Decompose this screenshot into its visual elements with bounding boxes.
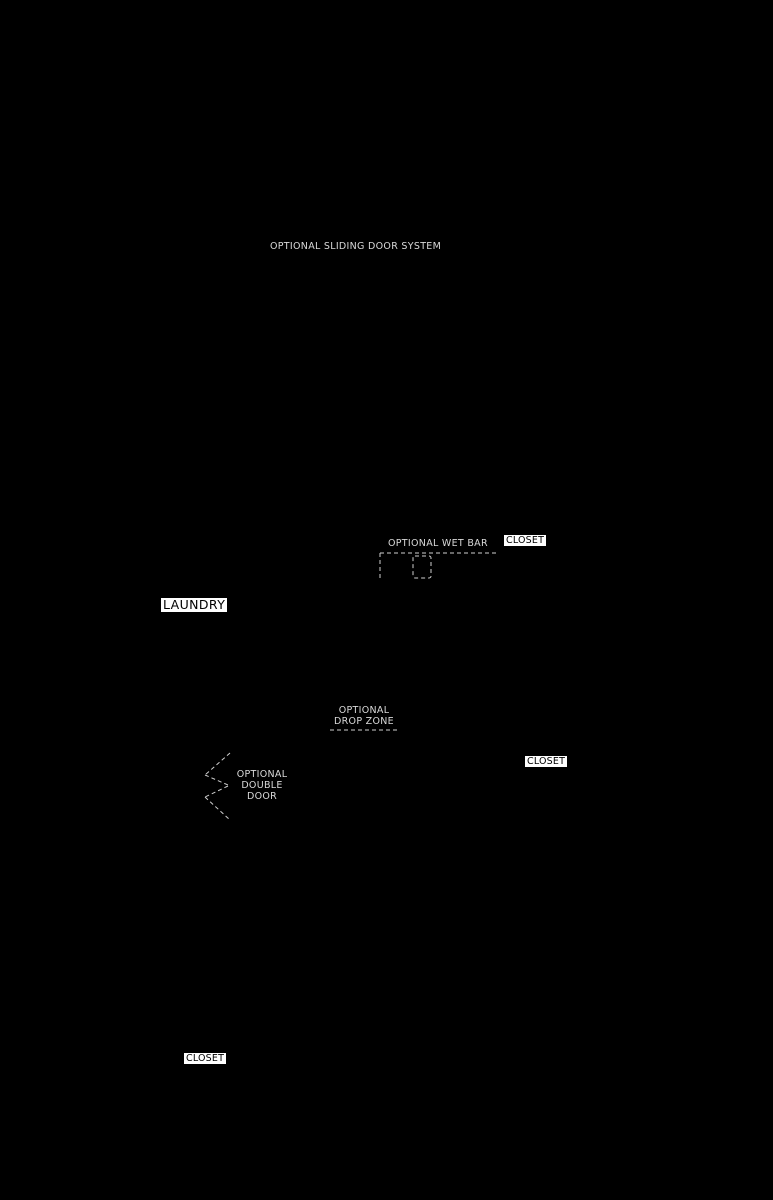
double-door-label-line1: OPTIONAL [236, 769, 288, 780]
sliding-door-label: OPTIONAL SLIDING DOOR SYSTEM [270, 241, 442, 252]
closet-bottom-left-tag: CLOSET [186, 1053, 225, 1064]
double-door-swing [205, 753, 230, 820]
double-door-label-line2: DOUBLE [241, 780, 283, 791]
closet-mid-right-tag: CLOSET [527, 756, 566, 767]
double-door-label-line3: DOOR [246, 791, 278, 802]
closet-top-right-tag: CLOSET [506, 535, 545, 546]
drop-zone-label-line2: DROP ZONE [334, 716, 394, 727]
double-door-label [230, 769, 294, 802]
laundry-room-tag: LAUNDRY [163, 597, 226, 612]
drop-zone-label [328, 705, 400, 727]
wet-bar-outline [380, 553, 498, 580]
wet-bar-label: OPTIONAL WET BAR [388, 538, 488, 549]
drop-zone-label-line1: OPTIONAL [338, 705, 390, 716]
